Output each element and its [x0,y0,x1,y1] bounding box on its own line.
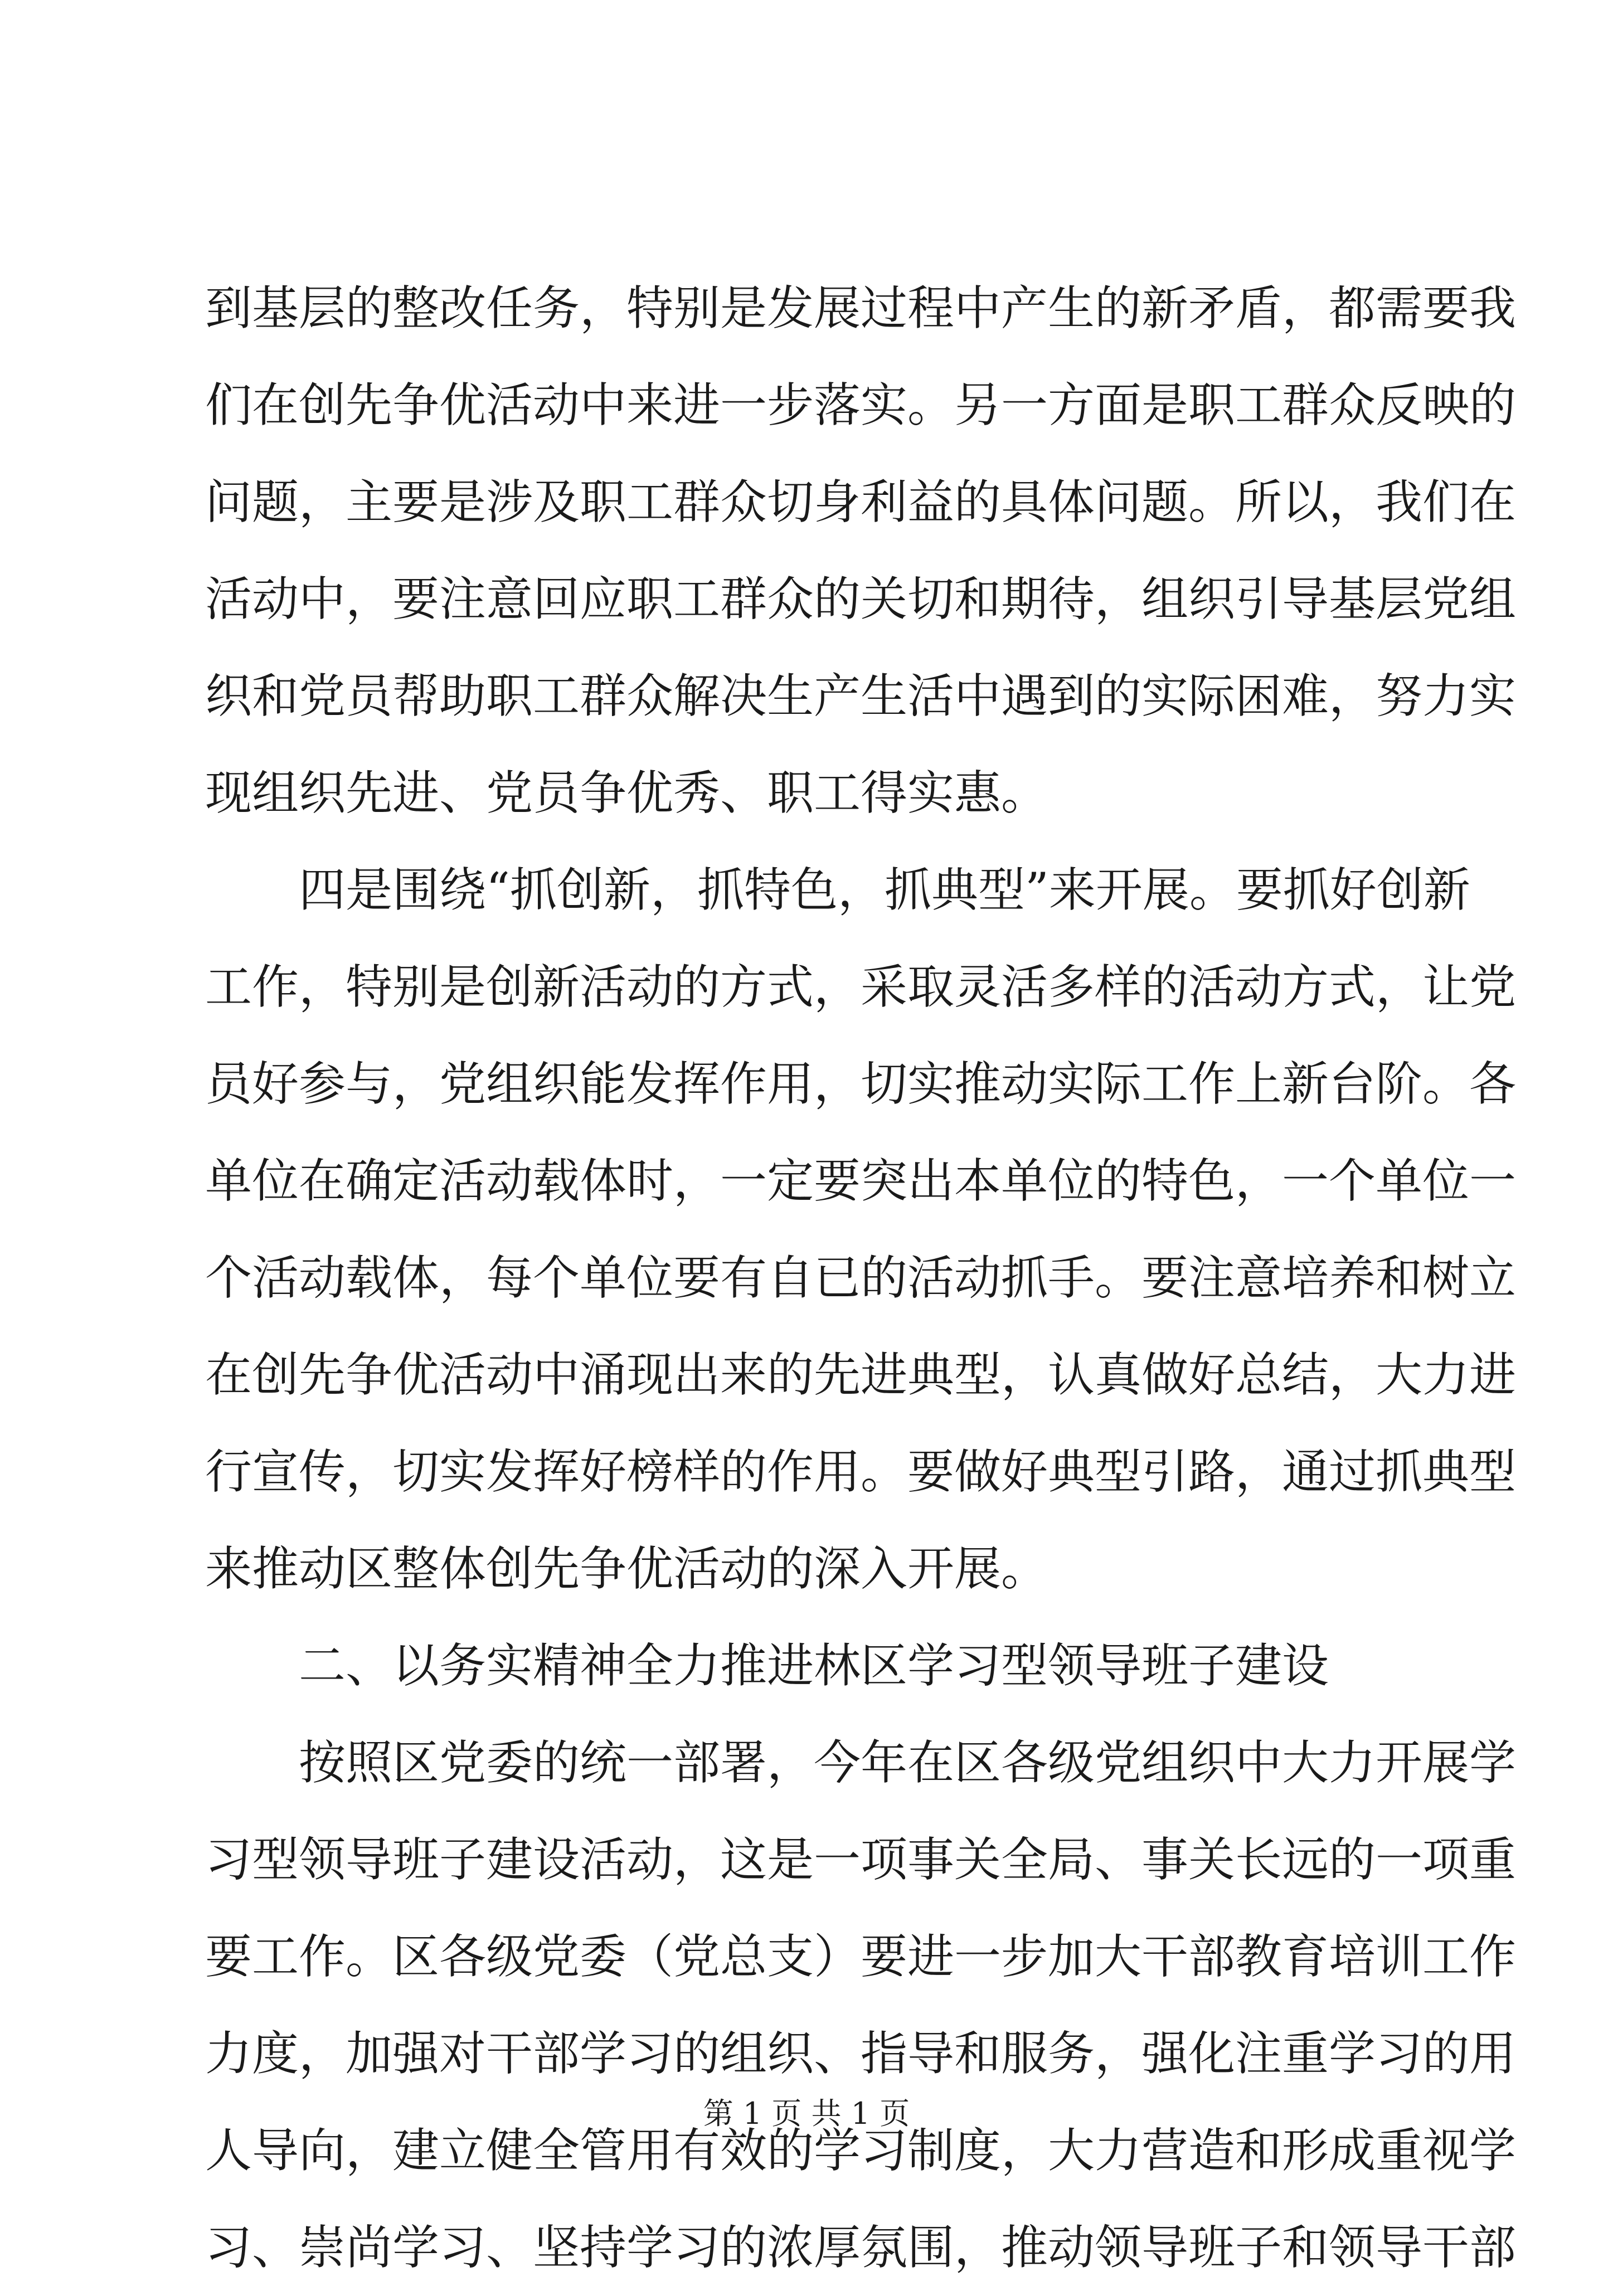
text-line-4: 活动中，要注意回应职工群众的关切和期待，组织引导基层党组 [205,572,1517,626]
text-line-8: 工作，特别是创新活动的方式，采取灵活多样的活动方式，让党 [205,960,1517,1014]
text-line-10: 单位在确定活动载体时，一定要突出本单位的特色，一个单位一 [205,1154,1517,1208]
text-line-20: 人导向，建立健全管用有效的学习制度，大力营造和形成重视学 [205,2123,1517,2178]
text-line-18: 要工作。区各级党委（党总支）要进一步加大干部教育培训工作 [205,1929,1517,1984]
text-line-21: 习、崇尚学习、坚持学习的浓厚氛围，推动领导班子和领导干部 [205,2220,1517,2275]
text-line-3: 问题，主要是涉及职工群众切身利益的具体问题。所以，我们在 [205,475,1517,529]
text-line-11: 个活动载体，每个单位要有自已的活动抓手。要注意培养和树立 [205,1251,1517,1305]
text-line-12: 在创先争优活动中涌现出来的先进典型，认真做好总结，大力进 [205,1348,1517,1402]
text-line-1: 到基层的整改任务，特别是发展过程中产生的新矛盾，都需要我 [205,281,1517,335]
text-line-2: 们在创先争优活动中来进一步落实。另一方面是职工群众反映的 [205,378,1517,432]
text-line-14: 来推动区整体创先争优活动的深入开展。 [205,1541,1048,1596]
text-line-9: 员好参与，党组织能发挥作用，切实推动实际工作上新台阶。各 [205,1057,1517,1111]
page-footer: 第 1 页 共 1 页 [703,2096,910,2131]
text-line-16: 按照区党委的统一部署，今年在区各级党组织中大力开展学 [299,1735,1517,1790]
section-heading: 二、以务实精神全力推进林区学习型领导班子建设 [299,1638,1329,1693]
text-line-17: 习型领导班子建设活动，这是一项事关全局、事关长远的一项重 [205,1832,1517,1887]
document-body [205,260,1517,2296]
text-line-6: 现组织先进、党员争优秀、职工得实惠。 [205,766,1048,820]
text-line-13: 行宣传，切实发挥好榜样的作用。要做好典型引路，通过抓典型 [205,1444,1517,1499]
text-line-19: 力度，加强对干部学习的组织、指导和服务，强化注重学习的用 [205,2026,1517,2081]
text-line-7: 四是围绕“抓创新，抓特色，抓典型”来开展。要抓好创新 [299,863,1470,917]
text-line-5: 织和党员帮助职工群众解决生产生活中遇到的实际困难，努力实 [205,669,1517,723]
